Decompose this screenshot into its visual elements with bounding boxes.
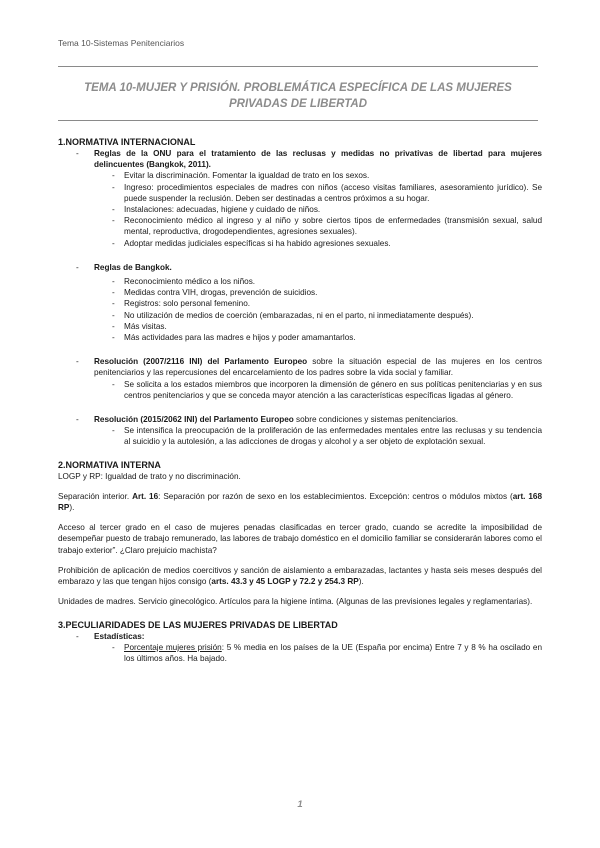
intl-rule-bangkok-items — [58, 276, 542, 343]
intl-rule-onu-title: Reglas de la ONU para el tratamiento de las reclusas y medidas no privativas de libertad para mujeres delincuentes (Bangkok, 2011). — [94, 149, 542, 170]
list-item: - Se intensifica la preocupación de la proliferación de las enfermedades mentales entre las reclusas y su tendencia al suicidio y la autolesión, a las adicciones de drogas y alcohol y a ser objeto de explotación sexual. — [58, 425, 542, 447]
intl-resolution-2007-text: Resolución (2007/2116 INI) del Parlamento Europeo sobre la situación especial de las mujeres en los centros penitenciarios y las repercusiones del encarcelamiento de los padres sobre la vida social y familiar. — [94, 357, 542, 378]
intl-resolution-2015 — [58, 414, 542, 425]
list-item: - Medidas contra VIH, drogas, prevención de suicidios. — [58, 287, 542, 298]
paragraph-igualdad: LOGP y RP: Igualdad de trato y no discriminación. — [58, 471, 241, 481]
intl-rule-bangkok — [58, 262, 542, 273]
paragraph-separacion: Separación interior. Art. 16: Separación por razón de sexo en los establecimientos. Excepción: centros o módulos mixtos (art. 168 RP). — [58, 491, 542, 513]
list-item: - Instalaciones: adecuadas, higiene y cuidado de niños. — [58, 204, 542, 215]
list-item: - Más actividades para las madres e hijos y poder amamantarlos. — [58, 332, 542, 343]
chapter-title — [58, 80, 538, 112]
document-body — [58, 136, 542, 664]
list-item: - Reconocimiento médico al ingreso y al niño y sobre ciertos tipos de enfermedades (transmisión sexual, salud mental, reproductiva, drogodependientes, agresiones sexuales). — [58, 215, 542, 237]
list-item: - Adoptar medidas judiciales específicas si ha habido agresiones sexuales. — [58, 238, 542, 249]
list-item: - Evitar la discriminación. Fomentar la igualdad de trato en los sexos. — [58, 170, 542, 181]
stats-subsection-title: Estadísticas: — [94, 631, 145, 641]
list-item: - Se solicita a los estados miembros que incorporen la dimensión de género en sus políticas penitenciarias y en sus centros penitenciarios y que se conceda mayor atención a las características específicas ligadas al género. — [58, 379, 542, 401]
intl-rule-onu — [58, 148, 542, 170]
bullet-dash: - — [76, 262, 79, 272]
stats-subsection — [58, 631, 542, 642]
chapter-title-line-1: TEMA 10-MUJER Y PRISIÓN. PROBLEMÁTICA ESPECÍFICA DE LAS MUJERES — [84, 82, 512, 94]
list-item: - Reconocimiento médico a los niños. — [58, 276, 542, 287]
page-number: 1 — [297, 799, 303, 810]
bullet-dash: - — [76, 149, 79, 158]
header-rule — [58, 66, 538, 67]
intl-resolution-2007-items — [58, 379, 542, 401]
intl-resolution-2015-text: Resolución (2015/2062 INI) del Parlamento Europeo sobre condiciones y sistemas penitenciarios. — [94, 415, 459, 425]
list-item: - No utilización de medios de coerción (embarazadas, ni en el parto, ni inmediatamente después). — [58, 310, 542, 321]
intl-resolution-2007 — [58, 356, 542, 378]
list-item: - Porcentaje mujeres prisión: 5 % media en los países de la UE (España por encima) Entre 7 y 8 % ha oscilado en los últimos años. Ha bajado. — [58, 642, 542, 664]
bullet-dash: - — [76, 631, 79, 641]
chapter-title-line-2: PRIVADAS DE LIBERTAD — [228, 98, 367, 110]
list-item: - Más visitas. — [58, 321, 542, 332]
paragraph-tercer-grado: Acceso al tercer grado en el caso de mujeres penadas clasificadas en tercer grado, cuando se acredite la imposibilidad de desempeñar puesto de trabajo remunerado, las labores de trabajo doméstico en el domicilio familiar se considerarán labores como el trabajo exterior”. ¿Claro prejuicio machista? — [58, 523, 542, 555]
intl-resolution-2015-items — [58, 425, 542, 447]
bullet-dash: - — [76, 357, 79, 367]
section-2-heading: 2.NORMATIVA INTERNA — [58, 459, 161, 470]
section-1-heading: 1.NORMATIVA INTERNACIONAL — [58, 137, 196, 147]
intl-rule-onu-items — [58, 170, 542, 248]
section-3-heading: 3.PECULIARIDADES DE LAS MUJERES PRIVADAS DE LIBERTAD — [58, 619, 338, 630]
paragraph-unidades-madres: Unidades de madres. Servicio ginecológico. Artículos para la higiene íntima. (Algunas de las previsiones legales y reglamentarias). — [58, 597, 533, 607]
stats-items — [58, 642, 542, 664]
list-item: - Ingreso: procedimientos especiales de madres con niños (acceso visitas familiares, asesoramiento jurídico). Se puede suspender la reclusión. Deben ser destinadas a centros próximos a su hogar. — [58, 182, 542, 204]
running-header: Tema 10-Sistemas Penitenciarios — [58, 38, 185, 48]
intl-rule-bangkok-title: Reglas de Bangkok. — [94, 262, 172, 272]
paragraph-prohibicion: Prohibición de aplicación de medios coercitivos y sanción de aislamiento a embarazadas, lactantes y hasta seis meses después del embarazo y las que tengan hijos consigo (arts. 43.3 y 45 LOGP y 72.2 y 254.3 RP). — [58, 565, 542, 587]
list-item: - Registros: solo personal femenino. — [58, 298, 542, 309]
title-rule — [58, 120, 538, 121]
bullet-dash: - — [76, 415, 79, 425]
